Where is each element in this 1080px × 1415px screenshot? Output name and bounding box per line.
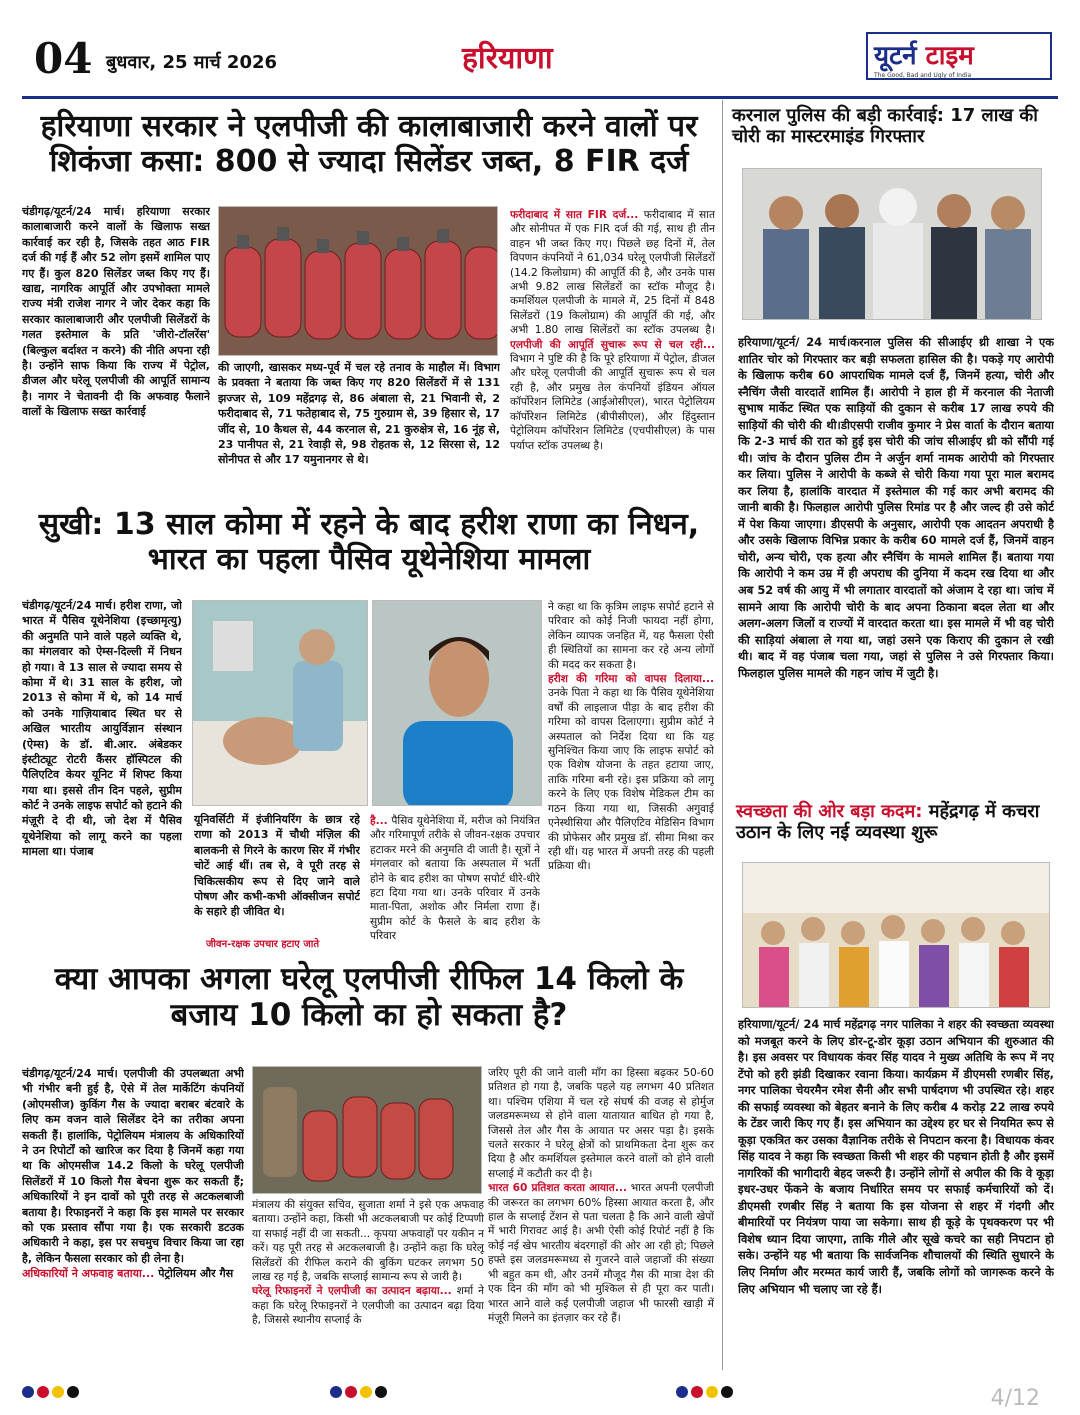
story5-headline-red: स्वच्छता की ओर बड़ा कदम: xyxy=(736,801,923,822)
story2-col3 xyxy=(370,814,540,950)
municipal-meeting-photo xyxy=(742,862,1050,1008)
lpg-cylinders-photo xyxy=(218,206,498,356)
story2-col4b-text: उनके पिता ने कहा था कि पैसिव यूथेनेशिया वर्षों की लाइलाज पीड़ा के बाद हरीश की गरिमा को वापस दिलाएगा। सुप्रीम कोर्ट ने अस्पताल को निर्देश दिया था कि यह सुनिश्चित किया जाए कि लाइफ सपोर्ट को एक विशेष योजना के तहत हटाया जाए, ताकि गरिमा बनी रहे। इस प्रक्रिया को लागू करने के लिए एक विशेष मेडिकल टीम का गठन किया गया था, जिसकी अगुवाई एनेस्थीसिया और पैलिएटिव मेडिसिन विभाग की प्रोफेसर और प्रमुख डॉ. सीमा मिश्रा कर रही थीं। यह भारत में अपनी तरह की पहली प्रक्रिया थी। xyxy=(548,687,714,873)
newspaper-logo xyxy=(866,32,1052,80)
story3-headline: क्या आपका अगला घरेलू एलपीजी रीफिल 14 किलो के बजाय 10 किलो का हो सकता है? xyxy=(54,961,684,1033)
story2-headline: सुखी: 13 साल कोमा में रहने के बाद हरीश राणा का निधन, भारत का पहला पैसिव यूथेनेशिया मामला xyxy=(38,507,700,577)
page-counter: 4/12 xyxy=(990,1386,1040,1411)
cylinder-delivery-photo xyxy=(252,1066,482,1194)
story3-col2b-text: शर्मा ने कहा कि घरेलू रिफाइनरों ने एलपीजी का उत्पादन बढ़ा दिया है, जिससे स्थानीय सप्लाई के xyxy=(252,1285,484,1327)
story1-headline: हरियाणा सरकार ने एलपीजी की कालाबाजारी करने वालों पर शिकंजा कसा: 800 से ज्यादा सिलेंडर जब्त, 8 FIR दर्ज xyxy=(40,109,698,179)
issue-date: बुधवार, 25 मार्च 2026 xyxy=(106,52,278,73)
story2-col4a-text: ने कहा था कि कृत्रिम लाइफ सपोर्ट हटाने से परिवार को कोई निजी फायदा नहीं होगा, लेकिन व्यापक जनहित में, यह फैसला ऐसी ही स्थितियों का सामना कर रहे अन्य लोगों की मदद कर सकता है। xyxy=(548,601,714,671)
page-number: 04 xyxy=(34,34,93,83)
column-divider xyxy=(722,100,723,1370)
masthead xyxy=(22,28,1058,94)
story2-kicker-dignity: हरीश की गरिमा को वापस दिलाया... xyxy=(548,673,714,686)
story3-col2 xyxy=(252,1198,484,1382)
story3-col1-text: चंडीगढ़/यूटर्न/24 मार्च। एलपीजी की उपलब्धता अभी भी गंभीर बनी हुई है, ऐसे में तेल मार्केटिंग कंपनियों (ओएमसीज) कुकिंग गैस के ज्यादा बराबर बंटवारे के लिए कम वजन वाले सिलेंडर देने का तरीका अपना सकती हैं। हालांकि, पेट्रोलियम मंत्रालय के अधिकारियों ने उन रिपोर्टों को खारिज कर दिया है जिनमें कहा गया था कि ओएमसीज 14.2 किलो के घरेलू एलपीजी सिलेंडरों में 10 किलो गैस बेचना शुरू कर सकती हैं; अधिकारियों ने इन दावों को पूरी तरह से अटकलबाजी बताया है। रिफाइनरों ने कहा कि इस मामले पर सरकार को एक प्रस्ताव सौंपा गया है। एक सरकारी डटउक अधिकारी ने कहा, इस पर सचमुच विचार किया जा रहा है, लेकिन फैसला सरकार को ही लेना है। xyxy=(22,1067,244,1265)
story3-col3b-text: भारत अपनी एलपीजी की जरूरत का लगभग 60% हिस्सा आयात करता है, और हाल के सप्लाई टेंशन से पता चलता है कि आने वाली खेपों में भारी गिरावट आई है। अभी ऐसी कोई रिपोर्ट नहीं है कि कोई नई खेप भारतीय बंदरगाहों की ओर आ रही हो; पिछले हफ्ते इस जलडमरूमध्य से गुजरने वाले जहाजों की संख्या भी बहुत कम थी, और उनमें मौजूद गैस की मात्रा देश की एक दिन की माँग को भी मुश्किल से ही पूरा कर पाती। भारत आने वाले कई एलपीजी जहाज भी फारसी खाड़ी में मंज़ूरी मिलने का इंतज़ार कर रहे हैं। xyxy=(488,1182,714,1324)
story2-col4 xyxy=(548,600,714,950)
story2-col3-text: पैसिव यूथेनेशिया में, मरीज को नियंत्रित और गरिमापूर्ण तरीके से जीवन-रक्षक उपचार हटाकर मरने की अनुमति दी जाती है। सूत्रों ने मंगलवार को बताया कि अस्पताल में भर्ती होने के बाद हरीश का पोषण सपोर्ट धीरे-धीरे हटा दिया गया था। उनके परिवार में उनके माता-पिता, अशोक और निर्मला राणा हैं। सुप्रीम कोर्ट के फैसले के बाद हरीश के परिवार xyxy=(370,815,540,943)
logo-text-b: टाइम xyxy=(916,41,974,71)
story2-caption: जीवन-रक्षक उपचार हटाए जाते xyxy=(206,939,320,950)
story5-body: हरियाणा/यूटर्न/ 24 मार्च महेंद्रगढ़ नगर पालिका ने शहर की स्वच्छता व्यवस्था को मजबूत करने के लिए डोर-टू-डोर कूड़ा उठान अभियान की शुरुआत की है। इस अवसर पर विधायक कंवर सिंह यादव ने मुख्य अतिथि के रूप में नए टेंपो को हरी झंडी दिखाकर रवाना किया। कार्यक्रम में डीएमसी रणबीर सिंह, नगर पालिका चेयरमैन रमेश सैनी और सभी पार्षदगण भी उपस्थित रहे। शहर की सफाई व्यवस्था को बेहतर बनाने के लिए करीब 4 करोड़ 22 लाख रुपये के टेंडर जारी किए गए हैं। इस अभियान का उद्देश्य हर घर से नियमित रूप से कूड़ा एकत्रित कर उसका वैज्ञानिक तरीके से निपटान करना है। विधायक कंवर सिंह यादव ने कहा कि स्वच्छता किसी भी शहर की पहचान होती है और इसमें नागरिकों की भागीदारी बेहद जरूरी है। उन्होंने लोगों से अपील की कि वे कूड़ा इधर-उधर फेंकने के बजाय निर्धारित समय पर सफाई कर्मचारियों को दें। डीएमसी रणबीर सिंह ने बताया कि इस योजना से शहर में गंदगी और बीमारियों पर नियंत्रण पाया जा सकेगा। साथ ही कूड़े के पृथक्करण पर भी विशेष ध्यान दिया जाएगा, ताकि गीले और सूखे कचरे का सही निपटान हो सके। उन्होंने यह भी बताया कि सार्वजनिक शौचालयों की स्थिति सुधारने के लिए निर्माण और मरम्मत कार्य जारी हैं, जबकि लोगों को जागरूक करने के लिए अभियान भी चलाए जा रहे हैं। xyxy=(738,1017,1054,1296)
top-rule xyxy=(22,96,1058,99)
registration-dots-right xyxy=(676,1386,733,1400)
story3-col2-text: मंत्रालय की संयुक्त सचिव, सुजाता शर्मा ने इसे एक अफवाह बताया। उन्होंने कहा, किसी भी अटकलबाजी पर कोई टिप्पणी या सफाई नहीं दी जा सकती... कृपया अफवाहों पर यकीन न करें। यह पूरी तरह से अटकलबाजी है। उन्होंने कहा कि घरेलू सिलेंडरों की रीफिल कराने की बुकिंग घटकर लगभग 50 लाख रह गई है, जबकि सप्लाई सामान्य रूप से जारी है। xyxy=(252,1199,484,1284)
harish-rana-photo xyxy=(372,600,542,806)
story1-col1: चंडीगढ़/यूटर्न/24 मार्च। हरियाणा सरकार कालाबाजारी करने वालों के खिलाफ सख्त कार्रवाई कर रही है, जिसके तहत आठ FIR दर्ज की गई हैं और 52 लोग इसमें शामिल पाए गए हैं। कुल 820 सिलेंडर जब्त किए गए हैं। खाद्य, नागरिक आपूर्ति और उपभोक्ता मामले राज्य मंत्री राजेश नागर ने जोर देकर कहा कि सरकार कालाबाजारी और एलपीजी सिलेंडरों के गलत इस्तेमाल के प्रति 'जीरो-टॉलरेंस' (बिल्कुल बर्दाश्त न करने) की नीति अपना रही है। उन्होंने साफ किया कि राज्य में पेट्रोल, डीजल और घरेलू एलपीजी की आपूर्ति सामान्य है। नागर ने चेतावनी दी कि अफवाह फैलाने वालों के खिलाफ सख्त कार्रवाई xyxy=(22,205,210,419)
registration-dots-left xyxy=(22,1386,79,1400)
story4-body: हरियाणा/यूटर्न/ 24 मार्च।करनाल पुलिस की सीआईए थ्री शाखा ने एक शातिर चोर को गिरफ्तार कर बड़ी सफलता हासिल की है। पकड़े गए आरोपी के खिलाफ करीब 60 आपराधिक मामले दर्ज हैं, जिनमें हत्या, चोरी और स्नैचिंग जैसी वारदातें शामिल हैं। आरोपी ने हाल ही में करनाल की नेताजी सुभाष मार्केट स्थित एक साड़ियों की दुकान से करीब 17 लाख रुपये की साड़ियों की चोरी की थी।डीएसपी राजीव कुमार ने प्रेस वार्ता के दौरान बताया कि 2-3 मार्च की रात को हुई इस चोरी की जांच सीआईए थ्री को सौंपी गई थी। जांच के दौरान पुलिस टीम ने अर्जुन शर्मा नामक आरोपी को गिरफ्तार कर लिया। पुलिस ने आरोपी के कब्जे से चोरी किया गया पूरा माल बरामद कर लिया है, हालांकि वारदात में इस्तेमाल की गई कार अभी बरामद की जानी बाकी है। फिलहाल आरोपी पुलिस रिमांड पर है और जल्द ही उसे कोर्ट में पेश किया जाएगा। डीएसपी के अनुसार, आरोपी एक आदतन अपराधी है और उसके खिलाफ विभिन्न प्रकार के करीब 60 मामले दर्ज हैं, जिनमें वाहन चोरी, अन्य चोरी, एक हत्या और स्नैचिंग के मामले शामिल हैं। बताया गया कि आरोपी ने कम उम्र में ही अपराध की दुनिया में कदम रख दिया था और अब 52 वर्ष की आयु में भी लगातार वारदातों को अंजाम दे रहा था। जांच में सामने आया कि आरोपी चोरी के बाद अपना ठिकाना बदल लेता था और अलग-अलग जिलों व राज्यों में वारदात करता था। इस मामले में भी वह चोरी की साड़ियां अंबाला ले गया था, जहां उसने एक किराए की दुकान ले रखी थी। बाद में वह पंजाब चला गया, जहां से पुलिस ने उसे गिरफ्तार किया। फिलहाल पुलिस मामले की गहन जांच में जुटी है। xyxy=(738,335,1054,680)
story1-col2: की जाएगी, खासकर मध्य-पूर्व में चल रहे तनाव के माहौल में। विभाग के प्रवक्ता ने बताया कि जब्त किए गए 820 सिलेंडरों में से 131 झज्जर से, 109 महेंद्रगढ़ से, 86 अंबाला से, 21 भिवानी से, 2 फरीदाबाद से, 71 फतेहाबाद से, 75 गुरुग्राम से, 39 हिसार से, 17 जींद से, 10 कैथल से, 44 करनाल से, 21 कुरुक्षेत्र से, 16 नूंह से, 23 पानीपत से, 21 रेवाड़ी से, 98 रोहतक से, 12 सिरसा से, 12 सोनीपत से और 17 यमुनानगर से थे। xyxy=(218,361,500,467)
story4-headline: करनाल पुलिस की बड़ी कार्रवाई: 17 लाख की चोरी का मास्टरमाइंड गिरफ्तार xyxy=(732,105,1038,147)
story3-col1 xyxy=(22,1066,244,1382)
story5-headline xyxy=(736,802,1054,844)
story1-kicker-faridabad: फरीदाबाद में सात FIR दर्ज... xyxy=(510,209,639,221)
story3-col3-text: जरिए पूरी की जाने वाली माँग का हिस्सा बढ़कर 50-60 प्रतिशत हो गया है, जबकि पहले यह लगभग 40 प्रतिशत था। पश्चिम एशिया में चल रहे संघर्ष की वजह से होर्मुज जलडमरूमध्य से होने वाला यातायात बाधित हो गया है, जिससे तेल और गैस के आयात पर असर पड़ा है। इसके चलते सरकार ने घरेलू क्षेत्रों को प्राथमिकता देना शुरू कर दिया है और कमर्शियल इस्तेमाल करने वालों को होने वाली सप्लाई में कटौती कर दी है। xyxy=(488,1067,714,1180)
story3-kicker-production: घरेलू रिफाइनरों ने एलपीजी का उत्पादन बढ़ाया... xyxy=(252,1285,452,1298)
logo-tagline: The Good, Bad and Ugly of India xyxy=(874,72,972,79)
logo-text-a: यूटर्न xyxy=(874,41,917,71)
story1-col3 xyxy=(510,208,715,498)
story3-kicker-import: भारत 60 प्रतिशत करता आयात... xyxy=(488,1182,627,1195)
story3-col3 xyxy=(488,1066,714,1382)
story1-col3-text: फरीदाबाद में सात और सोनीपत में एक FIR दर्ज की गई, साथ ही तीन वाहन भी जब्त किए गए। पिछले छह दिनों में, तेल विपणन कंपनियों ने 61,034 घरेलू एलपीजी सिलेंडरों (14.2 किलोग्राम) की आपूर्ति की है, और उनके पास अभी 9.82 लाख सिलेंडरों का स्टॉक मौजूद है। कमर्शियल एलपीजी के मामले में, 25 दिनों में 848 सिलेंडरों (19 किलोग्राम) की आपूर्ति की गई, और अभी 1.80 लाख सिलेंडरों का स्टॉक उपलब्ध है। xyxy=(510,209,715,337)
police-arrest-photo xyxy=(742,168,1042,320)
story1-kicker-supply: एलपीजी की आपूर्ति सुचारू रूप से चल रही... xyxy=(510,338,715,351)
story5-headline-rest: महेंद्रगढ़ में कचरा उठान के लिए नई व्यवस्था शुरू xyxy=(736,801,1040,843)
story2-col1: चंडीगढ़/यूटर्न/24 मार्च। हरीश राणा, जो भारत में पैसिव यूथेनेशिया (इच्छामृत्यु) की अनुमति पाने वाले पहले व्यक्ति थे, का मंगलवार को ऐम्स-दिल्ली में निधन हो गया। वे 13 साल से ज्यादा समय से कोमा में थे। 31 साल के हरीश, जो 2013 से कोमा में थे, को 14 मार्च को उनके गाज़ियाबाद स्थित घर से अखिल भारतीय आयुर्विज्ञान संस्थान (ऐम्स) के डॉ. बी.आर. अंबेडकर इंस्टीट्यूट रोटरी कैंसर हॉस्पिटल की पैलिएटिव केयर यूनिट में शिफ्ट किया गया था। इससे तीन दिन पहले, सुप्रीम कोर्ट ने उनके लाइफ सपोर्ट को हटाने की मंज़ूरी दे दी थी, जो देश में पैसिव यूथेनेशिया को लागू करने का पहला मामला था। पंजाब xyxy=(22,599,182,859)
registration-dots-center xyxy=(330,1386,387,1400)
story3-kicker-rumour: अधिकारियों ने अफवाह बताया... xyxy=(22,1267,155,1281)
story2-kicker-passive: है... xyxy=(370,815,388,827)
story1-col3b-text: विभाग ने पुष्टि की है कि पूरे हरियाणा में पेट्रोल, डीजल और घरेलू एलपीजी की आपूर्ति सुचारू रूप से चल रही है, और प्रमुख तेल कंपनियों इंडियन ऑयल कॉर्पोरेशन लिमिटेड (आईओसीएल), भारत पेट्रोलियम कॉर्पोरेशन लिमिटेड (बीपीसीएल), और हिंदुस्तान पेट्रोलियम कॉर्पोरेशन लिमिटेड (एचपीसीएल) के पास पर्याप्त स्टॉक उपलब्ध है। xyxy=(510,353,715,452)
section-title: हरियाणा xyxy=(462,41,553,76)
story3-col1-tail: पेट्रोलियम और गैस xyxy=(158,1267,234,1281)
hospital-photo xyxy=(192,600,368,806)
story2-col2: यूनिवर्सिटी में इंजीनियरिंग के छात्र रहे राणा को 2013 में चौथी मंज़िल की बालकनी से गिरने के कारण सिर में गंभीर चोटें आई थीं। तब से, वे पूरी तरह से चिकित्सकीय रूप से दिए जाने वाले पोषण और कभी-कभी ऑक्सीजन सपोर्ट के सहारे ही जीवित थे। xyxy=(194,813,360,919)
